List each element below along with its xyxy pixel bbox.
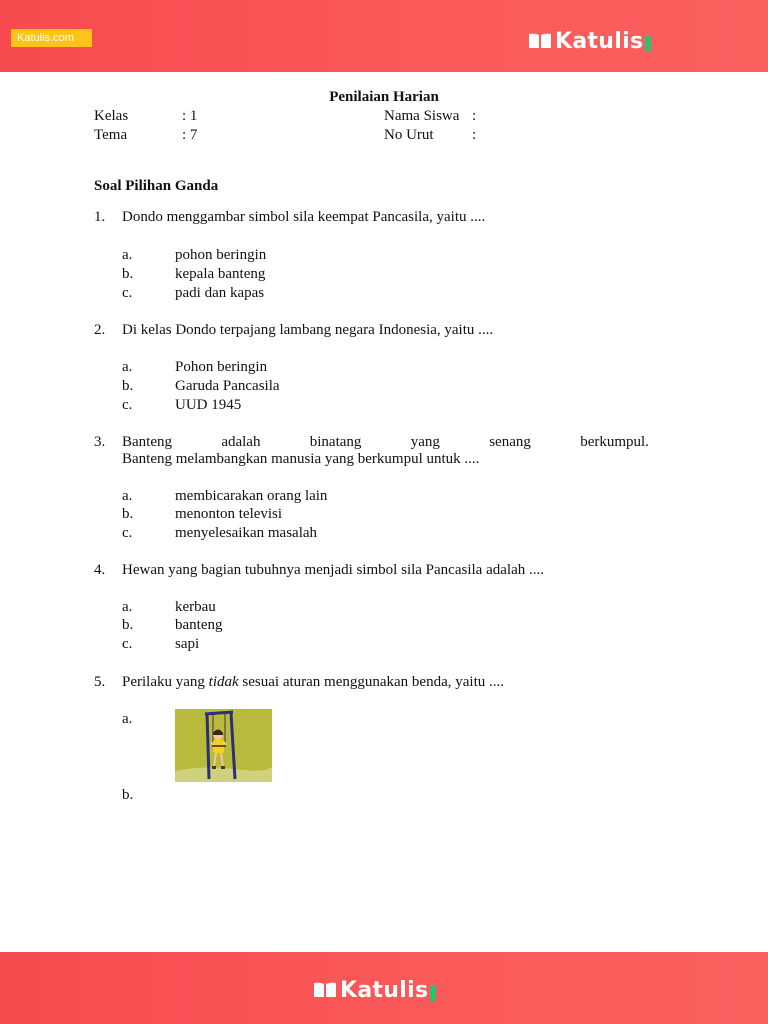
kelas-label: Kelas — [94, 108, 129, 124]
option-text: menonton televisi — [175, 506, 283, 522]
question-number: 5. — [94, 674, 106, 690]
nama-siswa-colon: : — [472, 108, 477, 124]
option-letter: c. — [122, 525, 133, 541]
option-text: Garuda Pancasila — [175, 378, 280, 394]
footer-brand-logo[interactable] — [313, 975, 436, 1005]
question-text: Hewan yang bagian tubuhnya menjadi simbol sila Pancasila adalah .... — [122, 562, 544, 578]
question-word: yang — [410, 434, 440, 450]
option-letter: c. — [122, 285, 133, 301]
no-urut-colon: : — [472, 127, 477, 143]
question-word: Banteng — [122, 434, 172, 450]
open-book-icon — [313, 981, 337, 999]
option-letter: a. — [122, 488, 133, 504]
nama-siswa-label: Nama Siswa — [384, 108, 460, 124]
question-word: senang — [489, 434, 531, 450]
question-number: 4. — [94, 562, 106, 578]
option-text: kepala banteng — [175, 266, 266, 282]
question-text-part: Perilaku yang — [122, 674, 209, 690]
option-letter: b. — [122, 378, 134, 394]
option-letter: b. — [122, 266, 134, 282]
tema-label: Tema — [94, 127, 128, 143]
brand-accent-mark — [645, 36, 651, 52]
question-word: berkumpul. — [580, 434, 649, 450]
question-text-emphasis: tidak — [208, 674, 239, 690]
option-text: banteng — [175, 617, 223, 633]
option-letter: a. — [122, 711, 133, 727]
option-letter: a. — [122, 247, 133, 263]
option-letter: a. — [122, 599, 133, 615]
question-number: 1. — [94, 209, 106, 225]
option-text: sapi — [175, 636, 200, 652]
question-text — [122, 673, 504, 692]
question-text: Banteng melambangkan manusia yang berkumpul untuk .... — [122, 451, 480, 467]
site-tag[interactable]: Katulis.com — [11, 29, 92, 47]
question-text: Dondo menggambar simbol sila keempat Pancasila, yaitu .... — [122, 209, 486, 225]
open-book-icon — [528, 32, 552, 50]
question-word: binatang — [309, 434, 362, 450]
child-on-swing-illustration — [175, 709, 272, 782]
tema-value: : 7 — [182, 127, 198, 143]
option-text: membicarakan orang lain — [175, 488, 328, 504]
brand-logo[interactable] — [528, 26, 651, 56]
question-text: Di kelas Dondo terpajang lambang negara Indonesia, yaitu .... — [122, 322, 494, 338]
option-text: pohon beringin — [175, 247, 267, 263]
option-text: Pohon beringin — [175, 359, 268, 375]
section-heading: Soal Pilihan Ganda — [94, 178, 219, 194]
brand-name: Katulis — [555, 28, 644, 54]
header-band — [0, 0, 768, 72]
question-number: 3. — [94, 434, 106, 450]
option-letter: b. — [122, 617, 134, 633]
option-text: padi dan kapas — [175, 285, 265, 301]
option-letter: b. — [122, 787, 134, 803]
brand-name: Katulis — [340, 977, 429, 1003]
no-urut-label: No Urut — [384, 127, 434, 143]
question-text-part: sesuai aturan menggunakan benda, yaitu .... — [238, 674, 504, 690]
option-text: kerbau — [175, 599, 216, 615]
option-text: menyelesaikan masalah — [175, 525, 318, 541]
option-letter: c. — [122, 636, 133, 652]
question-word: adalah — [221, 434, 261, 450]
option-letter: b. — [122, 506, 134, 522]
kelas-value: : 1 — [182, 108, 198, 124]
option-letter: c. — [122, 397, 133, 413]
brand-accent-mark — [430, 985, 436, 1001]
option-letter: a. — [122, 359, 133, 375]
option-text: UUD 1945 — [175, 397, 242, 413]
worksheet-title: Penilaian Harian — [329, 89, 439, 105]
question-number: 2. — [94, 322, 106, 338]
